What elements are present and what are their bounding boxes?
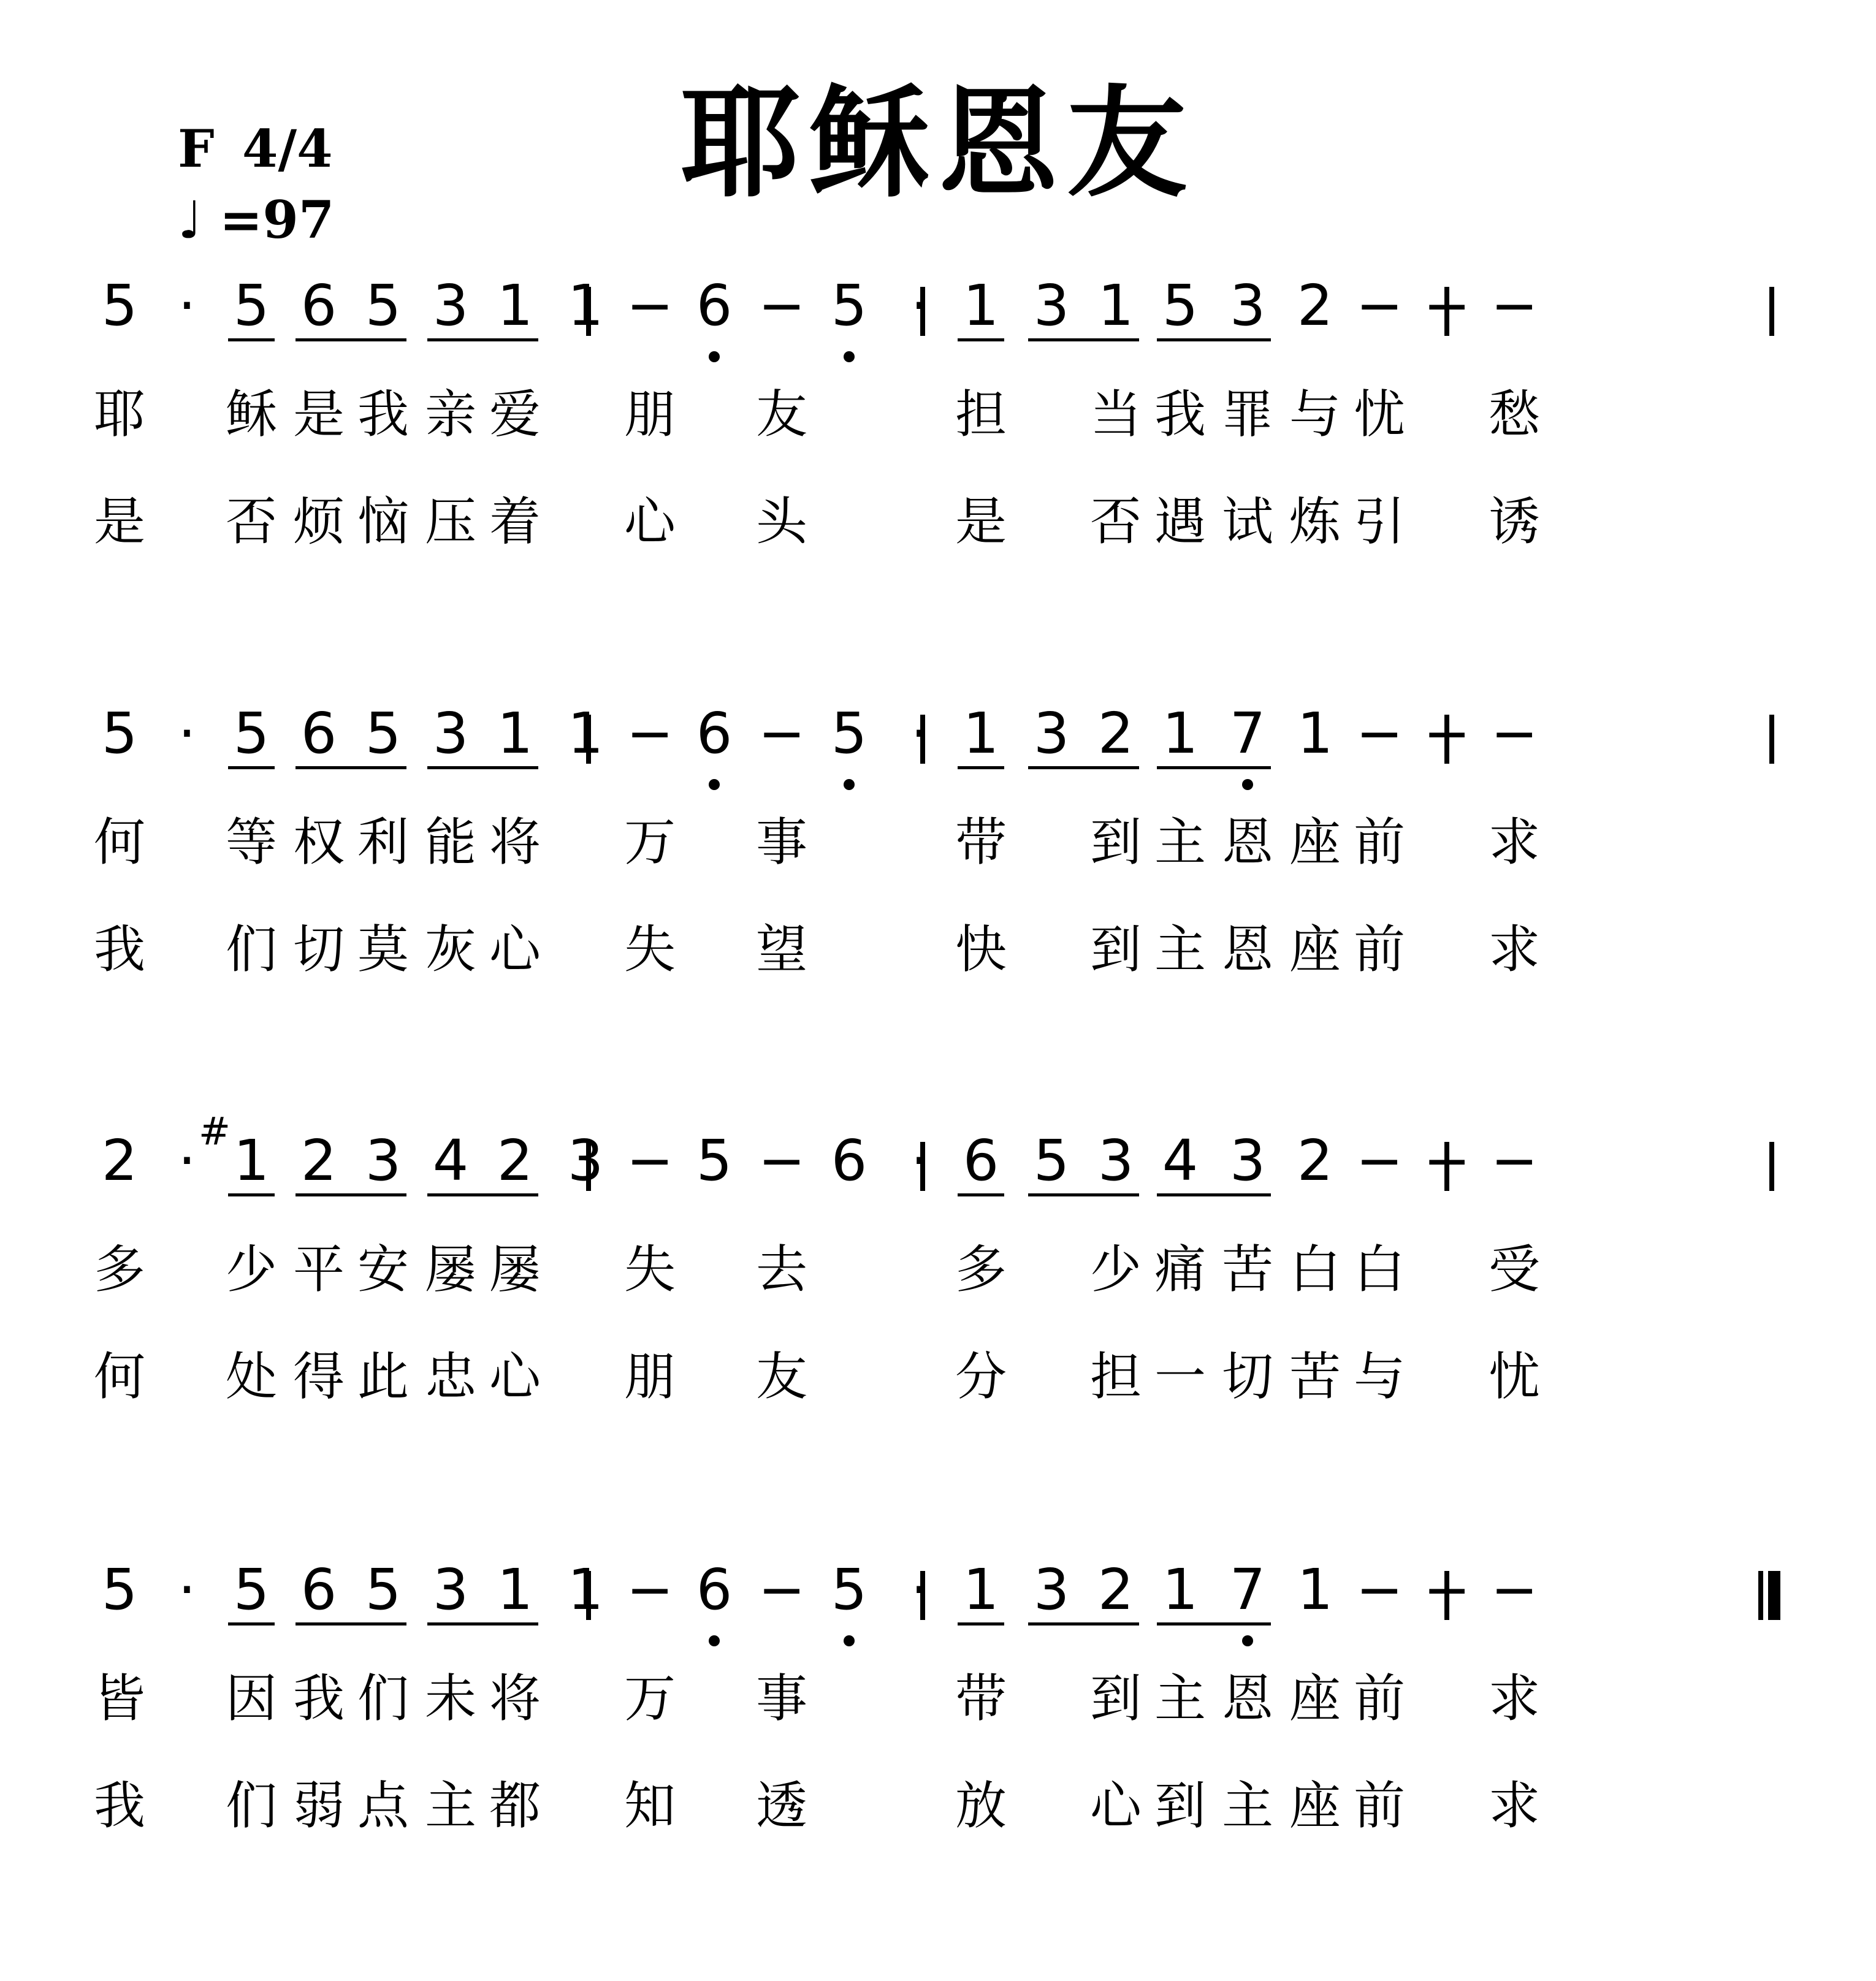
note: 1 [1162,1557,1199,1622]
lyric-char: 何 [93,812,146,872]
note: 2 [497,1128,533,1193]
underline-beam [1028,766,1139,769]
note: 3 [432,273,469,338]
underline-beam [958,766,1004,769]
song-title: 耶稣恩友 [680,73,1196,214]
barline [1769,715,1774,764]
lyric-char: 带 [955,1668,1007,1728]
lyric-char: 们 [225,919,278,979]
note: 5 [1033,1128,1070,1193]
lower-octave-dot [1242,1635,1253,1646]
lyric-char: 前 [1353,1776,1406,1836]
underline-beam [1157,766,1271,769]
augmentation-dot: · [910,273,929,338]
lyric-char: 能 [424,812,477,872]
augmentation-dot: · [910,1128,929,1193]
sustain-dash: − [1356,701,1403,766]
lyric-char: 是 [955,492,1007,552]
lyric-char: 失 [623,919,676,979]
lyric-char: 得 [292,1347,345,1407]
lyric-char: 友 [755,1347,808,1407]
lyric-char: 主 [1221,1776,1274,1836]
lyric-char: 否 [225,492,278,552]
note: 5 [101,273,138,338]
underline-beam [296,338,406,341]
lyric-char: 利 [357,812,410,872]
note: 3 [365,1128,402,1193]
lyric-char: 万 [623,812,676,872]
note: 1 [233,1128,270,1193]
lyric-char: 此 [357,1347,410,1407]
lyric-char: 处 [225,1347,278,1407]
lyric-char: 诱 [1488,492,1541,552]
time-signature: 4/4 [242,118,333,179]
lyric-char: 事 [755,812,808,872]
note: 3 [1033,701,1070,766]
lyric-char: 是 [292,384,345,444]
score-systems [94,273,1780,1836]
lyric-char: 少 [1089,1239,1142,1299]
double-barline-thin [1758,1571,1763,1620]
note: 5 [233,273,270,338]
sustain-dash: − [1423,1557,1471,1622]
lyric-char: 座 [1289,1668,1341,1728]
lyric-char: 等 [225,812,278,872]
underline-beam [296,1193,406,1196]
lyric-char: 我 [357,384,410,444]
lyric-char: 座 [1289,1776,1341,1836]
lyric-char: 透 [755,1776,808,1836]
underline-beam [228,766,275,769]
lyric-char: 求 [1488,1776,1541,1836]
lyric-char: 失 [623,1239,676,1299]
sustain-dash: − [1490,1557,1538,1622]
note: 6 [963,1128,999,1193]
sharp-accidental: # [199,1109,231,1154]
underline-beam [427,766,538,769]
barline [1769,287,1774,336]
note: 5 [365,701,402,766]
lyric-char: 恩 [1221,919,1274,979]
lyric-char: 何 [93,1347,146,1407]
note: 2 [300,1128,337,1193]
sustain-dash: − [626,1557,674,1622]
sustain-dash: − [626,1128,674,1193]
lyric-char: 切 [292,919,345,979]
note: 2 [1097,1557,1134,1622]
underline-beam [1028,338,1139,341]
note: 6 [696,701,733,766]
note: 1 [497,273,533,338]
lyric-char: 到 [1089,919,1142,979]
lyric-char: 前 [1353,812,1406,872]
lyric-char: 担 [955,384,1007,444]
note: 7 [1229,1557,1266,1622]
lyric-char: 友 [755,384,808,444]
note: 1 [497,1557,533,1622]
lyric-char: 烦 [292,492,345,552]
lyric-char: 屡 [489,1239,541,1299]
lyric-char: 去 [755,1239,808,1299]
lyric-char: 我 [292,1668,345,1728]
lyric-char: 罪 [1221,384,1274,444]
lyric-char: 忠 [424,1347,477,1407]
lyric-char: 前 [1353,1668,1406,1728]
lyric-char: 切 [1221,1347,1274,1407]
lyric-char: 主 [1154,919,1207,979]
lyric-char: 主 [424,1776,477,1836]
lyric-char: 爱 [489,384,541,444]
note: 6 [696,273,733,338]
lyric-char: 都 [489,1776,541,1836]
lyric-char: 放 [955,1776,1007,1836]
note: 6 [300,273,337,338]
sustain-dash: − [1423,701,1471,766]
note: 3 [1229,1128,1266,1193]
sustain-dash: − [626,701,674,766]
note: 3 [1097,1128,1134,1193]
augmentation-dot: · [178,1557,196,1622]
lyric-char: 白 [1353,1239,1406,1299]
augmentation-dot: · [178,1128,196,1193]
key-signature: F [178,118,215,179]
lower-octave-dot [1242,779,1253,790]
lyric-char: 未 [424,1668,477,1728]
underline-beam [1028,1193,1139,1196]
lyric-char: 屡 [424,1239,477,1299]
note: 5 [831,273,867,338]
lyric-char: 多 [93,1239,146,1299]
lyric-char: 座 [1289,919,1341,979]
augmentation-dot: · [910,701,929,766]
sustain-dash: − [758,1128,806,1193]
note: 1 [963,273,999,338]
augmentation-dot: · [178,701,196,766]
underline-beam [228,1193,275,1196]
lyric-char: 求 [1488,1668,1541,1728]
note: 6 [300,1557,337,1622]
sustain-dash: − [758,701,806,766]
underline-beam [427,338,538,341]
lyric-char: 忧 [1353,384,1406,444]
lyric-char: 否 [1089,492,1142,552]
tempo-marking: =97 [219,189,335,250]
underline-beam [1028,1622,1139,1625]
lyric-char: 快 [955,919,1007,979]
sustain-dash: − [758,1557,806,1622]
lyric-char: 分 [955,1347,1007,1407]
lyric-char: 受 [1488,1239,1541,1299]
lyric-char: 试 [1221,492,1274,552]
lyric-char: 苦 [1289,1347,1341,1407]
augmentation-dot: · [910,1557,929,1622]
lyric-char: 安 [357,1239,410,1299]
sustain-dash: − [1423,273,1471,338]
note: 3 [1033,1557,1070,1622]
tempo-note-icon: ♩ [178,189,202,250]
lyric-char: 恩 [1221,812,1274,872]
sustain-dash: − [1490,701,1538,766]
underline-beam [228,1622,275,1625]
lyric-char: 灰 [424,919,477,979]
lyric-char: 们 [357,1668,410,1728]
sustain-dash: − [1356,273,1403,338]
lyric-char: 少 [225,1239,278,1299]
note: 3 [567,1128,604,1193]
lyric-char: 心 [1089,1776,1142,1836]
note: 1 [1097,273,1134,338]
sustain-dash: − [758,273,806,338]
note: 1 [1162,701,1199,766]
note: 5 [101,1557,138,1622]
note: 2 [1297,1128,1333,1193]
lower-octave-dot [709,1635,720,1646]
lyric-char: 炼 [1289,492,1341,552]
note: 1 [497,701,533,766]
lyric-char: 座 [1289,812,1341,872]
note: 7 [1229,701,1266,766]
lyric-char: 心 [623,492,676,552]
score-system [94,1557,1780,1836]
lyric-char: 将 [489,1668,541,1728]
lyric-char: 莫 [357,919,410,979]
lyric-char: 因 [225,1668,278,1728]
note: 5 [1162,273,1199,338]
note: 4 [1162,1128,1199,1193]
underline-beam [958,1193,1004,1196]
lyric-char: 求 [1488,919,1541,979]
underline-beam [1157,338,1271,341]
score-system [94,273,1774,552]
lyric-char: 我 [93,919,146,979]
note: 3 [432,1557,469,1622]
lyric-char: 心 [489,1347,541,1407]
note: 3 [1033,273,1070,338]
sustain-dash: − [1490,273,1538,338]
sustain-dash: − [1490,1128,1538,1193]
underline-beam [228,338,275,341]
lyric-char: 恼 [357,492,410,552]
note: 5 [233,701,270,766]
note: 6 [831,1128,867,1193]
lyric-char: 担 [1089,1347,1142,1407]
sustain-dash: − [626,273,674,338]
note: 1 [1297,701,1333,766]
lower-octave-dot [844,1635,855,1646]
note: 2 [1297,273,1333,338]
underline-beam [1157,1193,1271,1196]
lyric-char: 亲 [424,384,477,444]
note: 5 [365,273,402,338]
lyric-char: 将 [489,812,541,872]
lyric-char: 带 [955,812,1007,872]
lyric-char: 前 [1353,919,1406,979]
note: 5 [365,1557,402,1622]
lyric-char: 愁 [1488,384,1541,444]
lyric-char: 头 [755,492,808,552]
lyric-char: 万 [623,1668,676,1728]
lower-octave-dot [709,351,720,362]
underline-beam [427,1622,538,1625]
note: 1 [567,701,604,766]
lyric-char: 着 [489,492,541,552]
lyric-char: 我 [1154,384,1207,444]
lyric-char: 是 [93,492,146,552]
barline [1769,1142,1774,1191]
lyric-char: 到 [1154,1776,1207,1836]
sustain-dash: − [1423,1128,1471,1193]
lyric-char: 望 [755,919,808,979]
lyric-char: 引 [1353,492,1406,552]
lyric-char: 痛 [1154,1239,1207,1299]
score-system [94,701,1774,979]
lyric-char: 弱 [292,1776,345,1836]
lyric-char: 到 [1089,1668,1142,1728]
note: 1 [567,1557,604,1622]
lyric-char: 到 [1089,812,1142,872]
lower-octave-dot [709,779,720,790]
lyric-char: 与 [1289,384,1341,444]
lower-octave-dot [844,779,855,790]
sustain-dash: − [1356,1557,1403,1622]
note: 5 [831,1557,867,1622]
note: 1 [963,1557,999,1622]
lyric-char: 知 [623,1776,676,1836]
underline-beam [958,338,1004,341]
underline-beam [296,766,406,769]
underline-beam [427,1193,538,1196]
lyric-char: 求 [1488,812,1541,872]
lyric-char: 当 [1089,384,1142,444]
note: 1 [963,701,999,766]
lyric-char: 点 [357,1776,410,1836]
lyric-char: 稣 [225,384,278,444]
lyric-char: 白 [1289,1239,1341,1299]
note: 2 [101,1128,138,1193]
lyric-char: 心 [489,919,541,979]
underline-beam [958,1622,1004,1625]
lyric-char: 权 [292,812,345,872]
lyric-char: 事 [755,1668,808,1728]
augmentation-dot: · [178,273,196,338]
lower-octave-dot [844,351,855,362]
note: 5 [696,1128,733,1193]
note: 1 [567,273,604,338]
note: 6 [300,701,337,766]
lyric-char: 耶 [93,384,146,444]
note: 2 [1097,701,1134,766]
note: 3 [432,701,469,766]
lyric-char: 苦 [1221,1239,1274,1299]
lyric-char: 平 [292,1239,345,1299]
lyric-char: 恩 [1221,1668,1274,1728]
lyric-char: 遇 [1154,492,1207,552]
lyric-char: 我 [93,1776,146,1836]
note: 5 [831,701,867,766]
score-header [178,73,1195,250]
lyric-char: 朋 [623,1347,676,1407]
lyric-char: 们 [225,1776,278,1836]
lyric-char: 忧 [1488,1347,1541,1407]
lyric-char: 主 [1154,812,1207,872]
score-system [94,1109,1774,1407]
note: 1 [1297,1557,1333,1622]
double-barline-thick [1768,1571,1780,1620]
lyric-char: 与 [1353,1347,1406,1407]
lyric-char: 主 [1154,1668,1207,1728]
sustain-dash: − [1356,1128,1403,1193]
lyric-char: 一 [1154,1347,1207,1407]
note: 5 [101,701,138,766]
note: 6 [696,1557,733,1622]
note: 4 [432,1128,469,1193]
lyric-char: 皆 [93,1668,146,1728]
underline-beam [296,1622,406,1625]
underline-beam [1157,1622,1271,1625]
lyric-char: 多 [955,1239,1007,1299]
note: 5 [233,1557,270,1622]
note: 3 [1229,273,1266,338]
lyric-char: 朋 [623,384,676,444]
lyric-char: 压 [424,492,477,552]
